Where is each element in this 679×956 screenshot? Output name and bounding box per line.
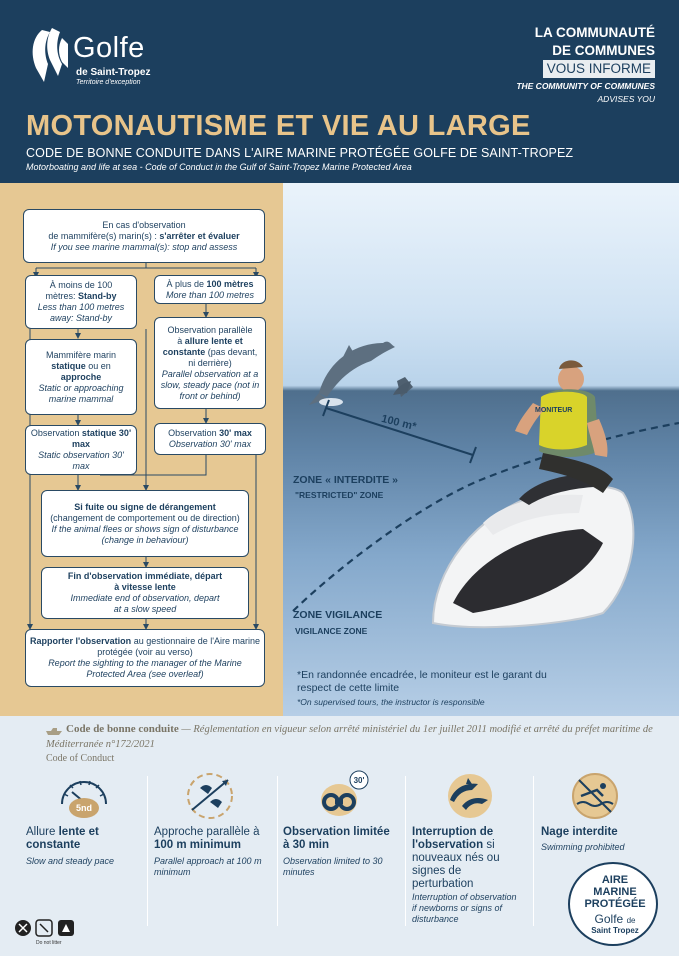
badge-l6: Saint Tropez xyxy=(591,926,639,935)
code-item-fr xyxy=(283,826,395,852)
page-subtitle-en: Motorboating and life at sea - Code of Conduct in the Gulf of Saint-Tropez Marine Protected Area xyxy=(26,162,412,172)
community-line1: LA COMMUNAUTÉ xyxy=(534,25,655,40)
col-divider xyxy=(277,776,278,926)
flow-less100-fr2b: Stand-by xyxy=(78,291,117,301)
flow-obs30s-fr1: Observation xyxy=(30,428,82,438)
flow-end-fr1b: Fin d'observation immédiate, départ à vitesse lente xyxy=(67,571,223,592)
flow-start-fr1: En cas d'observation xyxy=(102,219,186,230)
col-divider xyxy=(147,776,148,926)
code-item-3-en: Interruption of observation if newborns or signs of disturbance xyxy=(412,892,517,924)
code-title: Code de bonne conduite xyxy=(66,723,179,735)
page-title: MOTONAUTISME ET VIE AU LARGE xyxy=(26,110,531,142)
flow-less100-en: Less than 100 metres away: Stand-by xyxy=(37,302,125,323)
flow-more100-fr1b: 100 mètres xyxy=(206,278,254,289)
flow-report-en: Report the sighting to the manager of the Marine Protected Area (see overleaf) xyxy=(48,658,242,679)
code-item-0-fr: Allure xyxy=(26,826,59,838)
zone-vigilance-en: VIGILANCE ZONE xyxy=(295,626,368,636)
code-item-1-en: Parallel approach at 100 m minimum xyxy=(154,856,262,877)
logo-tagline: Territoire d'exception xyxy=(76,79,141,86)
jetski-icon xyxy=(433,475,633,627)
code-item-2-en: Observation limited to 30 minutes xyxy=(283,856,383,877)
speedometer-icon xyxy=(56,770,112,820)
logo-name: Golfe xyxy=(73,32,145,64)
flow-start-fr2b: s'arrêter et évaluer xyxy=(159,230,240,241)
flow-more100-en: More than 100 metres xyxy=(165,289,255,300)
code-item-1-frb: 100 m minimum xyxy=(154,839,241,851)
dolphin-icon xyxy=(309,342,413,406)
badge-l2: MARINE xyxy=(593,886,637,898)
code-item-3-fr: si nouveaux nés ou signes de perturbation xyxy=(412,839,500,890)
flow-less100-box xyxy=(25,275,137,329)
flow-parallel-fr2: à xyxy=(177,335,185,346)
badge-l4: Golfe xyxy=(594,912,624,926)
sea-illustration xyxy=(283,183,679,716)
flow-obs30-en: Observation 30' max xyxy=(168,439,252,449)
logo-sub: de Saint-Tropez xyxy=(76,67,151,78)
flow-flee-fr1b: Si fuite ou signe de dérangement xyxy=(74,501,216,512)
flow-more100-box xyxy=(154,275,266,304)
code-item-fr xyxy=(541,826,653,839)
parallel-approach-icon xyxy=(182,770,238,820)
distance-label: 100 m* xyxy=(380,412,418,434)
flow-obs30-fr1: Observation xyxy=(168,428,220,438)
flow-start-en: If you see marine mammal(s): stop and assess xyxy=(50,241,238,252)
code-item-fr xyxy=(412,826,524,891)
rider-icon xyxy=(515,360,613,493)
badge-l3: PROTÉGÉE xyxy=(584,898,646,910)
code-regulation: Réglementation en vigueur selon arrêté ministériel du 1er juillet 2011 modifié et arrêté du préfet maritime de Méditerranée n°172/2021 xyxy=(46,724,653,750)
note-en: *On supervised tours, the instructor is responsible xyxy=(297,697,485,707)
zone-interdite-label: ZONE « INTERDITE » xyxy=(293,474,399,486)
flow-parallel-fr2b: allure lente et constante xyxy=(162,335,243,357)
badge-l5: de xyxy=(626,916,636,925)
flow-end-box xyxy=(41,567,249,619)
code-item-0-frb: lente et constante xyxy=(26,826,99,851)
flow-static-fr1: Mammifère marin xyxy=(45,349,116,360)
flow-less100-fr2: mètres: xyxy=(45,291,78,301)
flow-parallel-fr3: (pas devant, ni derrière) xyxy=(188,346,258,368)
code-item-parallel xyxy=(154,770,276,940)
zone-vigilance-label: ZONE VIGILANCE xyxy=(293,609,383,621)
binoculars-icon xyxy=(315,770,371,820)
note-fr: *En randonnée encadrée, le moniteur est le garant du respect de cette limite xyxy=(297,669,547,694)
header xyxy=(0,0,679,183)
flow-start-fr2: de mammifère(s) marin(s) : xyxy=(48,230,160,241)
vest-label: MONITEUR xyxy=(535,407,573,414)
flow-obs30-fr1b: 30' max xyxy=(219,428,252,438)
code-dash: — xyxy=(178,724,194,735)
flow-less100-fr1: À moins de 100 xyxy=(49,280,113,290)
flow-static-box xyxy=(25,339,137,415)
col-divider xyxy=(533,776,534,926)
flow-flee-box xyxy=(41,490,249,557)
flow-static-fr3b: approche xyxy=(60,371,102,382)
community-info xyxy=(503,24,655,106)
flow-parallel-fr1: Observation parallèle xyxy=(167,324,253,335)
flow-report-fr1b: Rapporter l'observation xyxy=(30,636,132,646)
speed-text: 5nd xyxy=(75,803,93,813)
flow-end-en: Immediate end of observation, depart at a slow speed xyxy=(70,593,220,614)
code-item-1-fr: Approche parallèle à xyxy=(154,826,260,838)
code-item-limited xyxy=(283,770,405,940)
time-text: 30' xyxy=(353,776,365,785)
code-item-fr xyxy=(26,826,138,852)
flow-static-en: Static or approaching marine mammal xyxy=(38,382,124,404)
community-line2: DE COMMUNES xyxy=(552,43,655,58)
flow-report-fr1: au gestionnaire de l'Aire marine protégée (voir au verso) xyxy=(97,636,260,657)
code-item-4-frb: Nage interdite xyxy=(541,826,618,838)
code-item-3-frb: Interruption de l'observation xyxy=(412,826,494,851)
marine-protected-area-badge xyxy=(568,862,658,946)
flow-flee-fr2: (changement de comportement ou de direction) xyxy=(50,512,240,523)
flow-flee-en: If the animal flees or shows sign of disturbance (change in behaviour) xyxy=(51,523,239,545)
flow-static-fr2: ou en xyxy=(85,360,111,371)
dolphins-icon xyxy=(442,770,498,820)
code-header xyxy=(46,722,656,766)
code-item-slow xyxy=(26,770,146,940)
community-en1: THE COMMUNITY OF COMMUNES xyxy=(516,81,655,91)
flowchart xyxy=(0,183,283,716)
community-line3: VOUS INFORME xyxy=(543,60,655,78)
code-title-en: Code of Conduct xyxy=(46,753,115,764)
flow-obs30-box xyxy=(154,423,266,455)
zone-interdite-en: "RESTRICTED" ZONE xyxy=(295,490,384,500)
page-subtitle: CODE DE BONNE CONDUITE DANS L'AIRE MARINE PROTÉGÉE GOLFE DE SAINT-TROPEZ xyxy=(26,146,574,160)
code-item-4-en: Swimming prohibited xyxy=(541,842,625,852)
community-en2: ADVISES YOU xyxy=(597,94,655,104)
do-not-litter-label: Do not litter xyxy=(36,940,62,946)
flow-obs30s-box xyxy=(25,425,137,475)
code-item-interrupt xyxy=(412,770,532,940)
sea-scene xyxy=(283,183,679,716)
flow-start-box xyxy=(23,209,265,263)
flow-obs30s-fr1b: statique 30' max xyxy=(71,428,132,449)
badge-l1: AIRE xyxy=(601,874,629,886)
code-item-fr xyxy=(154,826,266,852)
code-item-2-frb: Observation limitée à 30 min xyxy=(283,826,390,851)
flow-more100-fr1: À plus de xyxy=(166,278,207,289)
flow-obs30s-en: Static observation 30' max xyxy=(38,450,124,471)
flow-static-fr2b: statique xyxy=(51,360,86,371)
no-swimming-icon xyxy=(567,770,623,820)
flow-parallel-en: Parallel observation at a slow, steady pace (not in front or behind) xyxy=(160,368,260,401)
flow-report-box xyxy=(25,629,265,687)
code-item-0-en: Slow and steady pace xyxy=(26,856,115,866)
flow-parallel-box xyxy=(154,317,266,409)
col-divider xyxy=(405,776,406,926)
